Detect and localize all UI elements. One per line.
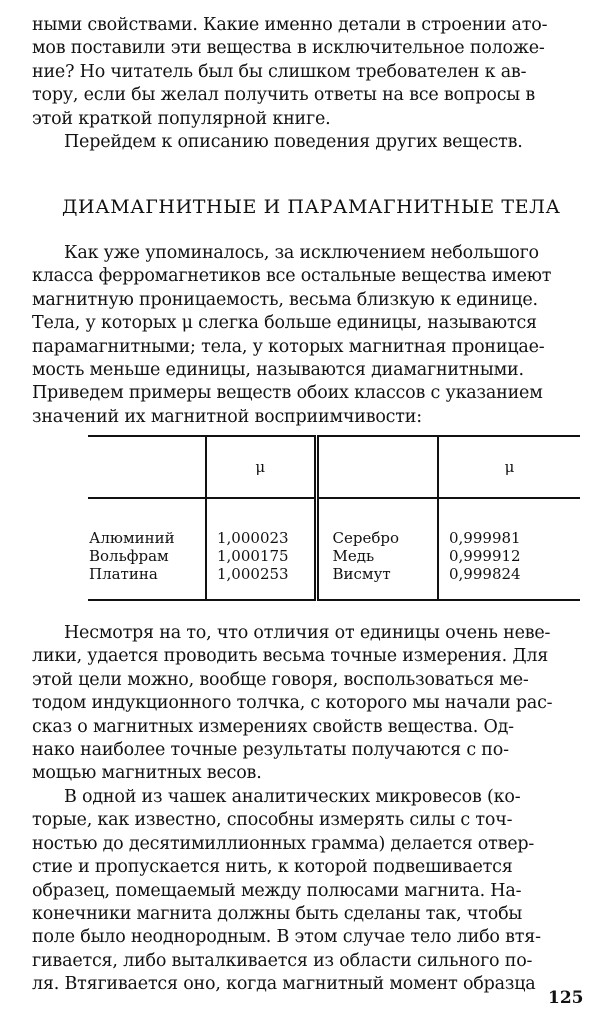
mu-value: 0,999981 [449,529,521,547]
paragraph-balance [32,786,577,997]
intro-paragraph [32,14,577,154]
susceptibility-table [88,435,580,601]
text-line: конечники магнита должны быть сделаны так, чтобы [32,904,523,925]
text-line: поле было неоднородным. В этом случае тело либо втя- [32,927,541,948]
text-line: этой краткой популярной книге. [32,108,331,129]
text-line: парамагнитными; тела, у которых магнитная проницае- [32,336,545,357]
text-line: класса ферромагнетиков все остальные вещества имеют [32,266,552,287]
diamagnetic-values-cell [438,498,580,600]
table-body-row [88,498,580,600]
diamagnetic-names-cell [316,498,438,600]
paramagnetic-values-cell [206,498,316,600]
text-line: стие и пропускается нить, к которой подвешивается [32,857,513,878]
text-line: образец, помещаемый между полюсами магнита. На- [32,880,522,901]
text-line: тору, если бы желал получить ответы на все вопросы в [32,85,536,106]
text-line: гивается, либо выталкивается из области сильного по- [32,950,533,971]
header-mu-diamagnetic: μ [438,436,580,498]
text-line: нако наиболее точные результаты получаются с по- [32,740,509,761]
section-heading: ДИАМАГНИТНЫЕ И ПАРАМАГНИТНЫЕ ТЕЛА [62,196,561,218]
text-line: ля. Втягивается оно, когда магнитный момент образца [32,974,536,995]
paramagnetic-names-cell [88,498,206,600]
text-line: ными свойствами. Какие именно детали в строении ато- [32,15,548,35]
text-line: В одной из чашек аналитических микровесов (ко- [64,787,521,807]
text-line: Несмотря на то, что отличия от единицы очень неве- [64,623,551,643]
header-blank-diamagnetic [316,436,438,498]
text-line: мощью магнитных весов. [32,763,262,784]
paragraph-para-dia [32,242,577,429]
text-line: мов поставили эти вещества в исключительное положе- [32,38,545,59]
text-line: мость меньше единицы, называются диамагнитными. [32,360,524,381]
substance-name: Алюминий [89,529,175,547]
mu-value: 1,000253 [217,565,289,583]
text-line: Как уже упоминалось, за исключением небольшого [64,243,539,263]
page-number: 125 [548,988,584,1008]
text-line: Тела, у которых μ слегка больше единицы, называются [32,313,537,334]
substance-name: Платина [89,565,158,583]
transition-sentence: Перейдем к описанию поведения других веществ. [64,132,523,153]
substance-name: Висмут [332,565,391,583]
table-header-row [88,436,580,498]
substance-name: Серебро [332,529,399,547]
substance-name: Медь [332,547,375,565]
text-line: значений их магнитной восприимчивости: [32,406,422,427]
header-mu-paramagnetic: μ [206,436,316,498]
text-line: ностью до десятимиллионных грамма) делается отвер- [32,833,535,854]
text-line: сказ о магнитных измерениях свойств вещества. Од- [32,716,514,737]
text-line: ние? Но читатель был бы слишком требователен к ав- [32,61,527,82]
text-line: лики, удается проводить весьма точные измерения. Для [32,646,549,667]
header-blank [88,436,206,498]
substance-name: Вольфрам [89,547,169,565]
mu-value: 0,999824 [449,565,521,583]
text-line: торые, как известно, способны измерять силы с точ- [32,810,513,831]
mu-value: 1,000023 [217,529,289,547]
mu-value: 0,999912 [449,547,521,565]
text-line: Приведем примеры веществ обоих классов с указанием [32,383,543,404]
text-line: тодом индукционного толчка, с которого мы начали рас- [32,693,553,714]
text-line: этой цели можно, вообще говоря, воспользоваться ме- [32,669,529,690]
text-line: магнитную проницаемость, весьма близкую к единице. [32,289,538,310]
paragraph-measurement [32,622,577,786]
mu-value: 1,000175 [217,547,289,565]
